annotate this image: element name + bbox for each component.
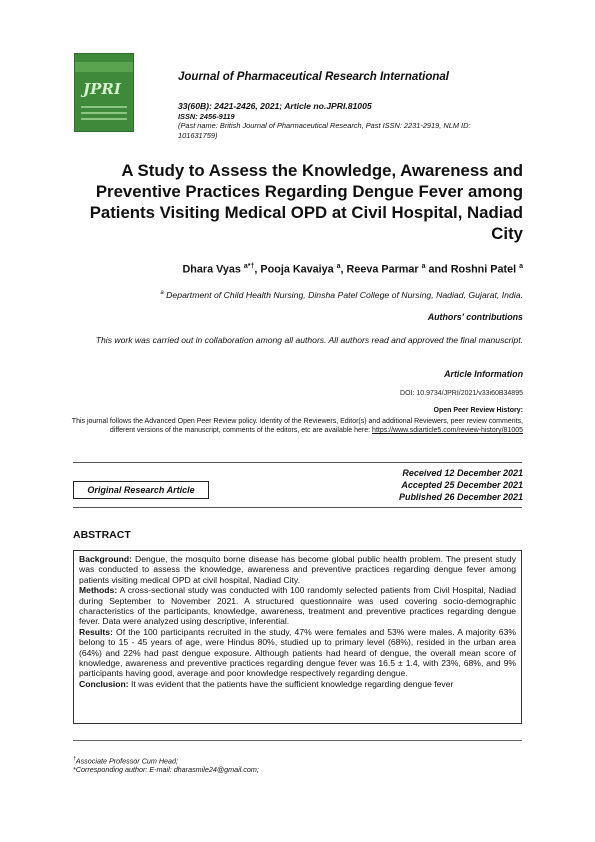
published-date: Published 26 December 2021 [398,492,523,503]
author-sup: a [421,263,426,270]
journal-past-name: (Past name: British Journal of Pharmaceutical Research, Past ISSN: 2231-2919, NLM ID: 101631759) [178,121,471,140]
methods-label: Methods: [79,585,118,596]
cover-stripe [81,112,127,114]
author-sup: a [519,263,523,270]
author-sup: a*† [243,263,255,270]
journal-name: Journal of Pharmaceutical Research International [178,71,449,83]
author-name: Reeva Parmar [346,263,419,276]
abstract-background [79,554,516,585]
abstract-conclusion [79,679,516,689]
divider [73,507,522,508]
author-list: Dhara Vyas $^{a*\dagger}$, Pooja Kavaiya $^a$, Reeva Parmar $^a$ and Roshni Patel $^a$ [182,263,523,276]
cover-stripe [81,106,127,108]
abstract-results [79,627,516,679]
received-date: Received 12 December 2021 [402,468,523,478]
author-name: Roshni Patel [450,263,517,276]
author-name: Dhara Vyas [182,263,241,276]
footnote-corresponding [73,765,259,774]
background-label: Background: [79,554,132,564]
open-peer-review-heading: Open Peer Review History: [433,407,523,414]
contributions-heading: Authors' contributions [427,312,523,322]
open-peer-review-body: This journal follows the Advanced Open Peer Review policy. Identity of the Reviewers, Editor(s) and additional Reviewers, peer review comments, different versions of the manuscript, comments of the editors, etc are available here: [71,418,523,435]
journal-cover-image [74,53,134,132]
corresponding-text: Corresponding author: E-mail: dharasmile24@gmail.com; [75,765,259,774]
journal-volume: 33(60B): 2421-2426, 2021; Article no.JPRI.81005 [178,101,372,111]
divider [73,462,522,463]
corresponding-mark: * [73,765,76,774]
cover-stripe [81,118,127,120]
dagger-text: Associate Professor Cum Head; [75,756,179,766]
affiliation-sup: a [160,290,164,297]
methods-text: A cross-sectional study was conducted with 100 randomly selected patients from Civil Hospital, Nadiad during September to November 2021. A structured questionnaire was used covering socio-demographic characteristics of the participants, knowledge, awareness, treatment and preventive practices regarding dengue fever. Data were analyzed using descriptive, inferential. [79,585,516,627]
open-peer-review-text [63,417,523,436]
contributions-text: This work was carried out in collaboration among all authors. All authors read and approved the final manuscript. [95,335,523,345]
article-dates [399,467,523,504]
journal-issn: ISSN: 2456-9119 [178,112,235,121]
results-text: Of the 100 participants recruited in the study, 47% were females and 53% were males. A majority 63% belong to 15 - 45 years of age, were Hindus 80%, studied up to primary level (68%), resided in the urban area (64%) and 22% had past dengue exposure. Although patients had heard of dengue, the overall mean score of knowledge, awareness and preventive practices regarding dengue fever was 16.5 ± 1.4, with 23%, 68%, and 9% participants having good, average and poor knowledge respectively regarding dengue. [79,626,516,679]
affiliation-text: Department of Child Health Nursing, Dinsha Patel College of Nursing, Nadiad, Gujarat, India. [166,290,523,300]
results-label: Results: [79,626,113,637]
accepted-date: Accepted 25 December 2021 [401,480,523,491]
cover-band [75,62,133,72]
dagger-mark: † [73,756,76,762]
abstract-box [73,550,522,724]
background-text: Dengue, the mosquito borne disease has become global public health problem. The present study was conducted to assess the knowledge, awareness and preventive practices regarding dengue fever among patients visiting medical OPD at civil hospital, Nadiad City. [79,554,516,585]
abstract-heading: ABSTRACT [73,529,131,541]
review-history-link[interactable]: https://www.sdiarticle5.com/review-history/81005 [372,427,523,435]
doi: DOI: 10.9734/JPRI/2021/v33i60B34895 [400,390,523,397]
author-sup: a [336,263,341,270]
conclusion-text: It was evident that the patients have the sufficient knowledge regarding dengue fever [131,678,454,689]
footnote-divider [73,740,522,741]
article-info-heading: Article Information [444,369,523,379]
conclusion-label: Conclusion: [79,678,129,689]
abstract-methods [79,585,516,627]
cover-logo: JPRI [83,80,121,98]
article-title: A Study to Assess the Knowledge, Awareness and Preventive Practices Regarding Dengue Fever among Patients Visiting Medical OPD at Civil Hospital, Nadiad City [89,161,523,243]
footnote-dagger [73,756,178,765]
affiliation [160,290,523,300]
article-type-badge: Original Research Article [73,481,209,499]
author-name: Pooja Kavaiya [260,263,334,276]
